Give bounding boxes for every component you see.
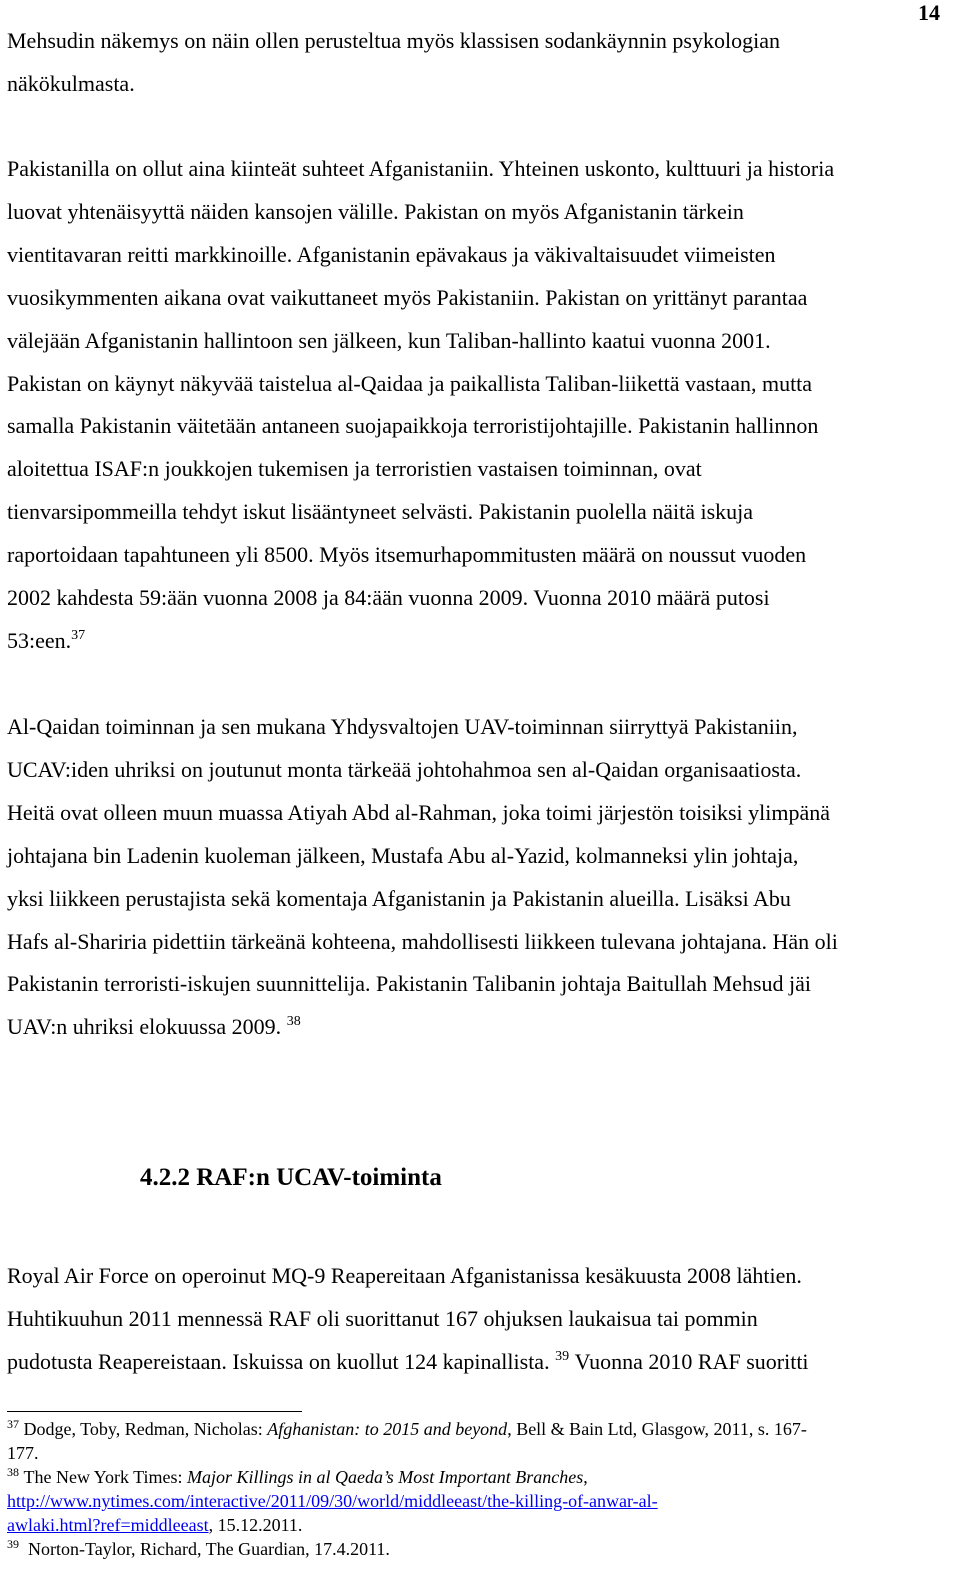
text-line: Hafs al-Shariria pidettiin tärkeänä kohteena, mahdollisesti liikkeen tulevana johtajana. Hän oli [7, 928, 838, 954]
text-line: vuosikymmenten aikana ovat vaikuttaneet myös Pakistaniin. Pakistan on yrittänyt parantaa [7, 284, 808, 310]
text-line: Pakistan on käynyt näkyvää taistelua al-Qaidaa ja paikallista Taliban-liikettä vastaan, mutta [7, 370, 813, 396]
text-line: Huhtikuuhun 2011 mennessä RAF oli suorittanut 167 ohjuksen laukaisua tai pommin [7, 1305, 758, 1331]
footnote-text: , 15.12.2011. [208, 1515, 303, 1535]
text-segment: UAV:n uhriksi elokuussa 2009. [7, 1014, 282, 1040]
text-line: UCAV:iden uhriksi on joutunut monta tärkeää johtohahmoa sen al-Qaidan organisaatiosta. [7, 756, 802, 782]
paragraph-1 [7, 20, 952, 106]
text-line: aloitettua ISAF:n joukkojen tukemisen ja terroristien vastaisen toiminnan, ovat [7, 456, 702, 482]
paragraph-4 [7, 1255, 952, 1384]
footnote-number: 38 [7, 1465, 19, 1479]
text-line: Royal Air Force on operoinut MQ-9 Reapereitaan Afganistanissa kesäkuusta 2008 lähtien. [7, 1263, 802, 1288]
footnotes [7, 1417, 952, 1561]
footnote-37 [7, 1417, 952, 1465]
footnote-title: Afghanistan: to 2015 and beyond [267, 1419, 508, 1439]
text-line: yksi liikkeen perustajista sekä komentaja Afganistanin ja Pakistanin alueilla. Lisäksi Abu [7, 885, 791, 911]
text-line: johtajana bin Ladenin kuoleman jälkeen, Mustafa Abu al-Yazid, kolmanneksi ylin johtaja, [7, 842, 799, 868]
text-line: raportoidaan tapahtuneen yli 8500. Myös itsemurhapommitusten määrä on noussut vuoden [7, 542, 807, 568]
footnote-line [7, 1465, 952, 1489]
text-line-with-ref [7, 1006, 952, 1049]
footnote-ref-39[interactable]: 39 [555, 1348, 570, 1364]
text-line: 2002 kahdesta 59:ään vuonna 2008 ja 84:ään vuonna 2009. Vuonna 2010 määrä putosi [7, 585, 770, 611]
footnote-text: Dodge, Toby, Redman, Nicholas: [23, 1419, 268, 1439]
footnote-separator [7, 1411, 302, 1412]
text-line: samalla Pakistanin väitetään antaneen suojapaikkoja terroristijohtajille. Pakistanin hallinnon [7, 413, 819, 439]
footnote-ref-38[interactable]: 38 [286, 1014, 301, 1030]
text-segment: 53:een. [7, 627, 72, 653]
text-segment: pudotusta Reapereistaan. Iskuissa on kuollut 124 kapinallista. [7, 1348, 550, 1374]
footnote-ref-37[interactable]: 37 [71, 627, 86, 643]
text-segment: Vuonna 2010 RAF suoritti [574, 1348, 809, 1374]
footnote-text: , [583, 1467, 588, 1487]
footnote-title: Major Killings in al Qaeda’s Most Important Branches [187, 1467, 584, 1487]
footnote-number: 39 [7, 1537, 19, 1551]
footnote-line [7, 1513, 952, 1537]
text-line-with-ref [7, 620, 952, 663]
text-line-with-ref [7, 1341, 952, 1384]
footnote-line [7, 1537, 952, 1561]
footnote-number: 37 [7, 1417, 19, 1431]
footnote-line [7, 1489, 952, 1513]
footnote-text: Norton-Taylor, Richard, The Guardian, 17.4.2011. [28, 1539, 390, 1559]
section-heading: 4.2.2 RAF:n UCAV-toiminta [140, 1164, 442, 1191]
paragraph-2 [7, 148, 952, 663]
text-line: välejään Afganistanin hallintoon sen jälkeen, kun Taliban-hallinto kaatui vuonna 2001. [7, 327, 771, 353]
footnote-text: The New York Times: [23, 1467, 188, 1487]
text-line: tienvarsipommeilla tehdyt iskut lisääntyneet selvästi. Pakistanin puolella näitä iskuja [7, 499, 754, 525]
footnote-39 [7, 1537, 952, 1561]
text-line: näkökulmasta. [7, 70, 135, 96]
page-number: 14 [918, 0, 940, 25]
text-line: luovat yhtenäisyyttä näiden kansojen välille. Pakistan on myös Afganistanin tärkein [7, 198, 744, 224]
text-line: Pakistanilla on ollut aina kiinteät suhteet Afganistaniin. Yhteinen uskonto, kulttuuri ja historia [7, 156, 835, 181]
paragraph-3 [7, 706, 952, 1049]
text-line: Heitä ovat olleen muun muassa Atiyah Abd al-Rahman, joka toimi järjestön toisiksi ylimpänä [7, 799, 831, 825]
text-line: Pakistanin terroristi-iskujen suunnittelija. Pakistanin Talibanin johtaja Baitullah Mehsud jäi [7, 971, 811, 997]
footnote-link[interactable]: http://www.nytimes.com/interactive/2011/09/30/world/middleeast/the-killing-of-anwar-al- [7, 1491, 658, 1511]
text-line: Mehsudin näkemys on näin ollen perusteltua myös klassisen sodankäynnin psykologian [7, 28, 780, 53]
footnote-line [7, 1417, 952, 1441]
text-line: vientitavaran reitti markkinoille. Afganistanin epävakaus ja väkivaltaisuudet viimeisten [7, 241, 776, 267]
footnote-line: 177. [7, 1443, 39, 1463]
footnote-text: , Bell & Bain Ltd, Glasgow, 2011, s. 167- [507, 1419, 807, 1439]
text-line: Al-Qaidan toiminnan ja sen mukana Yhdysvaltojen UAV-toiminnan siirryttyä Pakistaniin, [7, 714, 798, 739]
footnote-link[interactable]: awlaki.html?ref=middleeast [7, 1515, 209, 1535]
footnote-38 [7, 1465, 952, 1537]
